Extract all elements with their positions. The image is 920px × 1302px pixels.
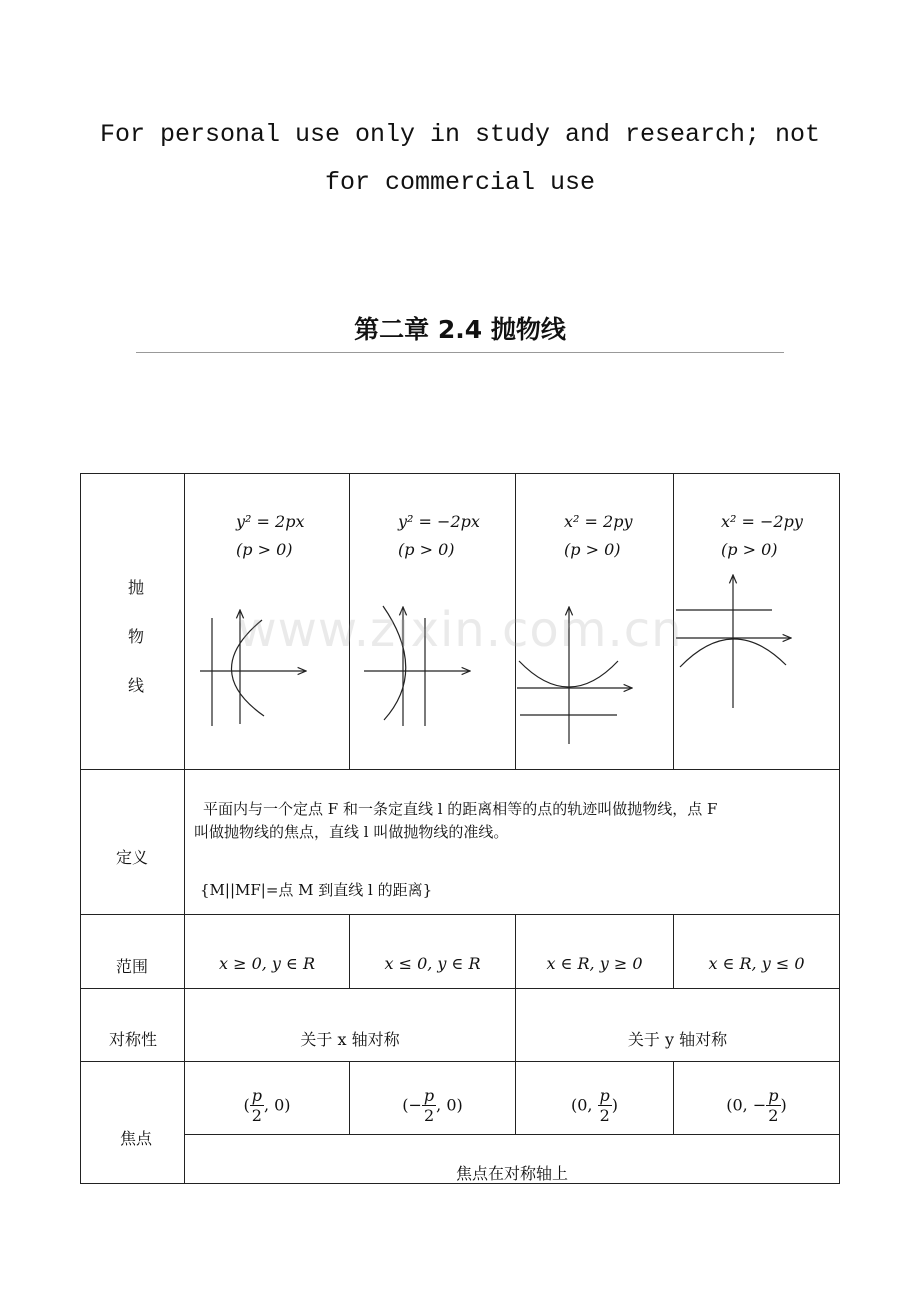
page-title: 第二章 2.4 抛物线 (354, 315, 566, 344)
notice-line-2: for commercial use (324, 168, 596, 197)
equation-2: y² = −2px (398, 512, 480, 531)
graph-opens-down (676, 575, 791, 708)
equation-4: x² = −2py (721, 512, 803, 531)
graph-opens-right (200, 610, 306, 726)
condition-2: (p > 0) (398, 540, 455, 559)
focus-2: (− $\frac{p}{2}$ , 0) (402, 1086, 463, 1125)
focus-note: 焦点在对称轴上 (455, 1164, 568, 1183)
definition-line-1: 平面内与一个定点 F 和一条定直线 l 的距离相等的点的轨迹叫做抛物线，点 F (203, 800, 718, 818)
row-header-parabola-char-1: 抛 (128, 578, 145, 597)
condition-1: (p > 0) (236, 540, 293, 559)
focus-4: (0, − $\frac{p}{2}$ ) (726, 1086, 787, 1125)
symmetry-x-axis: 关于 x 轴对称 (300, 1030, 400, 1049)
row-header-definition: 定义 (116, 848, 149, 867)
range-1: x ≥ 0, y ∈ R (218, 954, 316, 973)
range-2: x ≤ 0, y ∈ R (384, 954, 481, 973)
row-header-symmetry: 对称性 (109, 1030, 158, 1049)
focus-3: (0, $\frac{p}{2}$ ) (570, 1086, 619, 1125)
row-header-parabola-char-2: 物 (128, 627, 145, 646)
equation-1: y² = 2px (236, 512, 305, 531)
graph-opens-up (517, 607, 632, 744)
range-3: x ∈ R, y ≥ 0 (546, 954, 643, 973)
condition-4: (p > 0) (721, 540, 778, 559)
range-4: x ∈ R, y ≤ 0 (708, 954, 805, 973)
definition-line-2: 叫做抛物线的焦点，直线 l 叫做抛物线的准线。 (194, 823, 509, 841)
graph-opens-left (364, 606, 470, 726)
equation-3: x² = 2py (564, 512, 633, 531)
condition-3: (p > 0) (564, 540, 621, 559)
notice-line-1: For personal use only in study and research; not (99, 120, 821, 149)
focus-1: ( $\frac{p}{2}$ , 0) (243, 1086, 291, 1125)
symmetry-y-axis: 关于 y 轴对称 (627, 1030, 728, 1049)
watermark: www.zixin.com.cn (237, 602, 683, 658)
row-header-parabola-char-3: 线 (128, 676, 145, 695)
definition-set-notation: {M||MF|=点 M 到直线 l 的距离} (200, 881, 433, 899)
row-header-focus: 焦点 (120, 1129, 153, 1148)
row-header-range: 范围 (116, 957, 149, 976)
